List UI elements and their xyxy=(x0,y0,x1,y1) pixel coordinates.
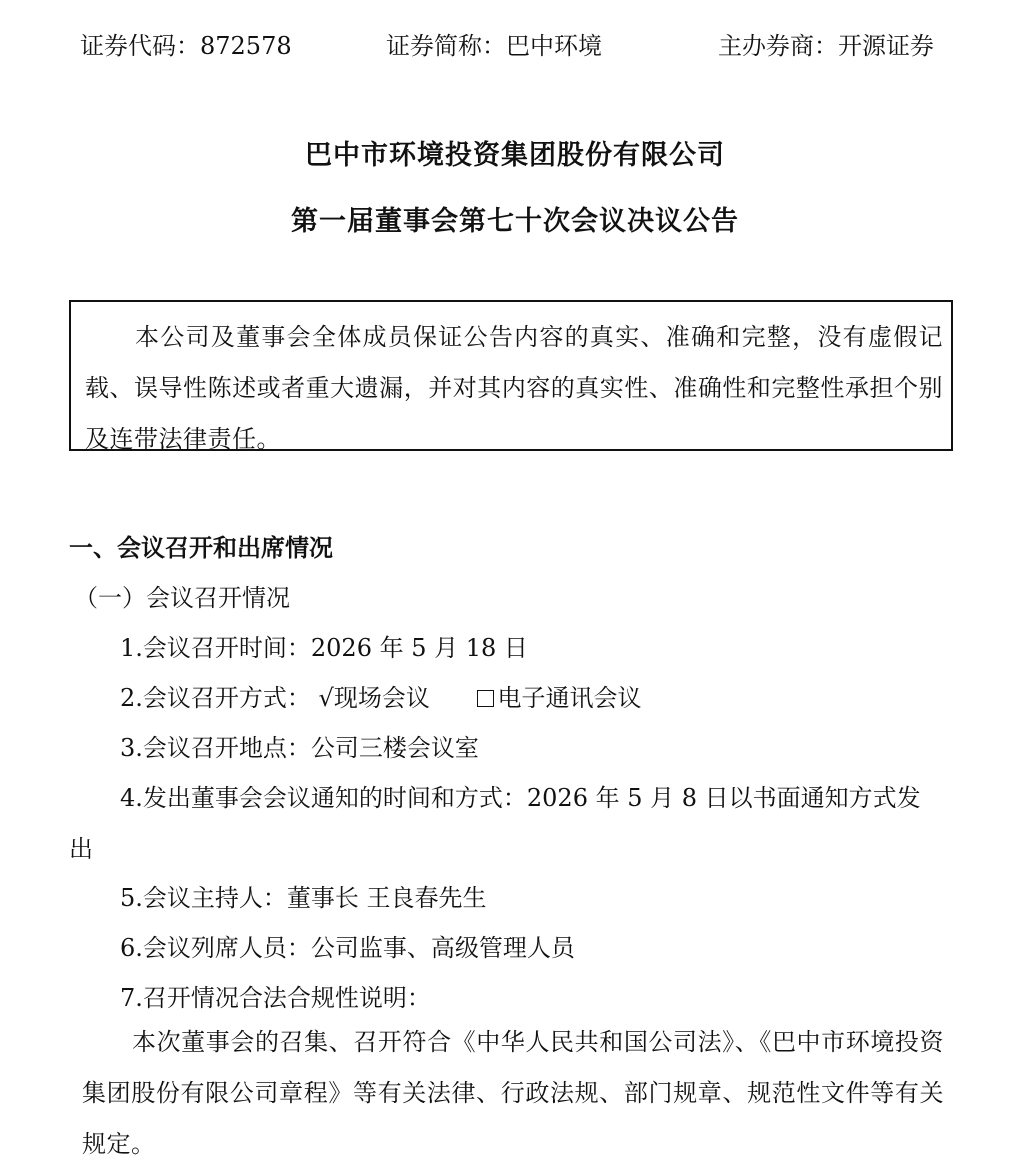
meeting-location: 3.会议召开地点：公司三楼会议室 xyxy=(120,734,479,762)
legality-heading: 7.召开情况合法合规性说明： xyxy=(120,984,431,1012)
legality-text: 本次董事会的召集、召开符合《中华人民共和国公司法》、《巴中市环境投资集团股份有限公司章程》等有关法律、行政法规、部门规章、规范性文件等有关规定。 xyxy=(82,1028,944,1158)
notice-method-line1: 4.发出董事会会议通知的时间和方式：2026 年 5 月 8 日以书面通知方式发 xyxy=(120,784,921,812)
company-title: 巴中市环境投资集团股份有限公司 xyxy=(305,140,725,171)
stock-code: 证券代码：872578 xyxy=(80,32,292,60)
stock-name: 证券简称：巴中环境 xyxy=(386,32,602,60)
option-onsite: √现场会议 xyxy=(318,684,430,712)
section-heading: 一、会议召开和出席情况 xyxy=(69,533,333,562)
meeting-time: 1.会议召开时间：2026 年 5 月 18 日 xyxy=(120,634,528,662)
subsection-heading: （一）会议召开情况 xyxy=(74,584,290,612)
checkbox-icon xyxy=(477,690,494,707)
document-header xyxy=(0,26,1030,60)
meeting-host: 5.会议主持人：董事长 王良春先生 xyxy=(120,884,487,912)
announcement-title: 第一届董事会第七十次会议决议公告 xyxy=(291,206,739,237)
meeting-attendees: 6.会议列席人员：公司监事、高级管理人员 xyxy=(120,934,575,962)
meeting-method xyxy=(120,678,641,713)
disclaimer-box xyxy=(69,300,953,451)
sponsor-broker: 主办券商：开源证券 xyxy=(718,32,934,60)
option-electronic xyxy=(477,684,641,712)
disclaimer-text: 本公司及董事会全体成员保证公告内容的真实、准确和完整，没有虚假记载、误导性陈述或者重大遗漏，并对其内容的真实性、准确性和完整性承担个别及连带法律责任。 xyxy=(85,323,943,453)
meeting-method-label: 2.会议召开方式： xyxy=(120,684,311,712)
notice-method-line2: 出 xyxy=(69,835,93,863)
option-electronic-label: 电子通讯会议 xyxy=(497,684,642,712)
